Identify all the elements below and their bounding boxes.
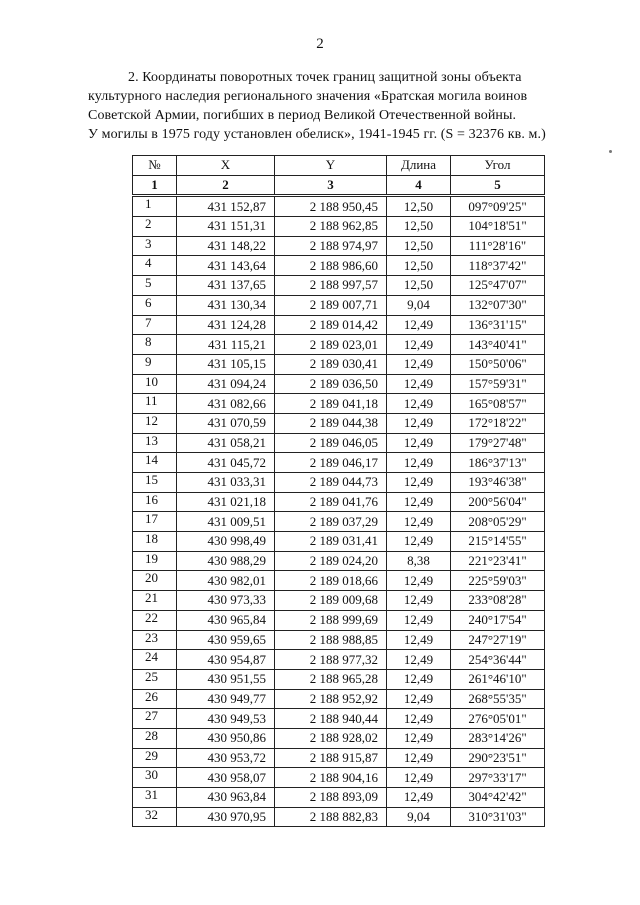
length-cell: 12,49 — [387, 728, 451, 748]
header-y: Y — [275, 156, 387, 176]
x-coordinate-cell: 431 045,72 — [177, 453, 275, 473]
y-coordinate-cell: 2 189 036,50 — [275, 374, 387, 394]
table-row — [133, 807, 545, 827]
margin-mark — [609, 150, 612, 153]
point-number-cell: 24 — [133, 650, 177, 670]
length-cell: 12,50 — [387, 256, 451, 276]
point-number-cell: 11 — [133, 394, 177, 414]
table-row — [133, 512, 545, 532]
y-coordinate-cell: 2 189 030,41 — [275, 354, 387, 374]
column-number: 5 — [451, 175, 545, 196]
length-cell: 12,50 — [387, 276, 451, 296]
table-row — [133, 354, 545, 374]
y-coordinate-cell: 2 188 962,85 — [275, 217, 387, 237]
point-number-cell: 16 — [133, 492, 177, 512]
table-row — [133, 630, 545, 650]
x-coordinate-cell: 430 988,29 — [177, 551, 275, 571]
table-row — [133, 217, 545, 237]
column-number: 3 — [275, 175, 387, 196]
angle-cell: 290°23'51" — [451, 748, 545, 768]
table-row — [133, 236, 545, 256]
angle-cell: 186°37'13" — [451, 453, 545, 473]
length-cell: 12,49 — [387, 492, 451, 512]
length-cell: 9,04 — [387, 295, 451, 315]
length-cell: 12,49 — [387, 315, 451, 335]
length-cell: 12,49 — [387, 610, 451, 630]
length-cell: 12,49 — [387, 433, 451, 453]
x-coordinate-cell: 431 058,21 — [177, 433, 275, 453]
x-coordinate-cell: 431 105,15 — [177, 354, 275, 374]
angle-cell: 268°55'35" — [451, 689, 545, 709]
header-number: № — [133, 156, 177, 176]
table-column-numbers-row — [133, 175, 545, 196]
point-number-cell: 25 — [133, 669, 177, 689]
angle-cell: 221°23'41" — [451, 551, 545, 571]
y-coordinate-cell: 2 189 041,76 — [275, 492, 387, 512]
x-coordinate-cell: 431 094,24 — [177, 374, 275, 394]
angle-cell: 310°31'03" — [451, 807, 545, 827]
x-coordinate-cell: 431 033,31 — [177, 473, 275, 493]
table-row — [133, 532, 545, 552]
length-cell: 12,49 — [387, 335, 451, 355]
table-row — [133, 768, 545, 788]
table-row — [133, 610, 545, 630]
x-coordinate-cell: 430 953,72 — [177, 748, 275, 768]
table-row — [133, 492, 545, 512]
length-cell: 12,49 — [387, 532, 451, 552]
y-coordinate-cell: 2 188 928,02 — [275, 728, 387, 748]
angle-cell: 240°17'54" — [451, 610, 545, 630]
point-number-cell: 22 — [133, 610, 177, 630]
y-coordinate-cell: 2 188 952,92 — [275, 689, 387, 709]
y-coordinate-cell: 2 188 915,87 — [275, 748, 387, 768]
table-row — [133, 335, 545, 355]
table-row — [133, 788, 545, 808]
x-coordinate-cell: 430 970,95 — [177, 807, 275, 827]
x-coordinate-cell: 431 152,87 — [177, 196, 275, 217]
column-number: 2 — [177, 175, 275, 196]
y-coordinate-cell: 2 189 044,38 — [275, 413, 387, 433]
x-coordinate-cell: 430 951,55 — [177, 669, 275, 689]
y-coordinate-cell: 2 188 977,32 — [275, 650, 387, 670]
column-number: 1 — [133, 175, 177, 196]
x-coordinate-cell: 431 143,64 — [177, 256, 275, 276]
angle-cell: 225°59'03" — [451, 571, 545, 591]
table-row — [133, 453, 545, 473]
angle-cell: 200°56'04" — [451, 492, 545, 512]
header-angle: Угол — [451, 156, 545, 176]
length-cell: 12,49 — [387, 591, 451, 611]
length-cell: 9,04 — [387, 807, 451, 827]
header-length: Длина — [387, 156, 451, 176]
length-cell: 12,49 — [387, 453, 451, 473]
table-row — [133, 276, 545, 296]
angle-cell: 157°59'31" — [451, 374, 545, 394]
heading-line: Советской Армии, погибших в период Великой Отечественной войны. — [88, 108, 517, 123]
y-coordinate-cell: 2 189 046,17 — [275, 453, 387, 473]
angle-cell: 118°37'42" — [451, 256, 545, 276]
x-coordinate-cell: 431 115,21 — [177, 335, 275, 355]
table-row — [133, 295, 545, 315]
y-coordinate-cell: 2 189 018,66 — [275, 571, 387, 591]
coordinates-table — [132, 155, 545, 827]
point-number-cell: 6 — [133, 295, 177, 315]
angle-cell: 172°18'22" — [451, 413, 545, 433]
angle-cell: 208°05'29" — [451, 512, 545, 532]
table-row — [133, 571, 545, 591]
x-coordinate-cell: 431 070,59 — [177, 413, 275, 433]
length-cell: 12,50 — [387, 236, 451, 256]
angle-cell: 297°33'17" — [451, 768, 545, 788]
y-coordinate-cell: 2 189 044,73 — [275, 473, 387, 493]
table-row — [133, 591, 545, 611]
angle-cell: 247°27'19" — [451, 630, 545, 650]
point-number-cell: 8 — [133, 335, 177, 355]
point-number-cell: 20 — [133, 571, 177, 591]
length-cell: 12,49 — [387, 768, 451, 788]
length-cell: 12,49 — [387, 571, 451, 591]
section-heading — [88, 68, 592, 144]
table-body — [133, 196, 545, 827]
length-cell: 12,49 — [387, 788, 451, 808]
x-coordinate-cell: 431 082,66 — [177, 394, 275, 414]
y-coordinate-cell: 2 189 046,05 — [275, 433, 387, 453]
table-row — [133, 413, 545, 433]
table-row — [133, 748, 545, 768]
point-number-cell: 5 — [133, 276, 177, 296]
length-cell: 12,49 — [387, 473, 451, 493]
angle-cell: 261°46'10" — [451, 669, 545, 689]
table-row — [133, 709, 545, 729]
point-number-cell: 23 — [133, 630, 177, 650]
y-coordinate-cell: 2 189 009,68 — [275, 591, 387, 611]
x-coordinate-cell: 430 950,86 — [177, 728, 275, 748]
y-coordinate-cell: 2 188 940,44 — [275, 709, 387, 729]
y-coordinate-cell: 2 189 031,41 — [275, 532, 387, 552]
table-row — [133, 433, 545, 453]
x-coordinate-cell: 430 949,77 — [177, 689, 275, 709]
table-row — [133, 256, 545, 276]
length-cell: 12,49 — [387, 650, 451, 670]
point-number-cell: 13 — [133, 433, 177, 453]
table-header-row — [133, 156, 545, 176]
point-number-cell: 15 — [133, 473, 177, 493]
length-cell: 12,49 — [387, 748, 451, 768]
heading-line: У могилы в 1975 году установлен обелиск», 1941-1945 гг. (S = 32376 кв. м.) — [88, 127, 546, 142]
point-number-cell: 2 — [133, 217, 177, 237]
y-coordinate-cell: 2 188 999,69 — [275, 610, 387, 630]
table-row — [133, 728, 545, 748]
x-coordinate-cell: 430 998,49 — [177, 532, 275, 552]
angle-cell: 233°08'28" — [451, 591, 545, 611]
angle-cell: 143°40'41" — [451, 335, 545, 355]
point-number-cell: 28 — [133, 728, 177, 748]
table-row — [133, 315, 545, 335]
angle-cell: 193°46'38" — [451, 473, 545, 493]
point-number-cell: 26 — [133, 689, 177, 709]
length-cell: 12,49 — [387, 354, 451, 374]
x-coordinate-cell: 430 958,07 — [177, 768, 275, 788]
point-number-cell: 30 — [133, 768, 177, 788]
x-coordinate-cell: 431 021,18 — [177, 492, 275, 512]
angle-cell: 215°14'55" — [451, 532, 545, 552]
y-coordinate-cell: 2 189 041,18 — [275, 394, 387, 414]
header-x: X — [177, 156, 275, 176]
length-cell: 12,49 — [387, 709, 451, 729]
y-coordinate-cell: 2 189 037,29 — [275, 512, 387, 532]
point-number-cell: 18 — [133, 532, 177, 552]
angle-cell: 097°09'25" — [451, 196, 545, 217]
point-number-cell: 27 — [133, 709, 177, 729]
angle-cell: 136°31'15" — [451, 315, 545, 335]
table-row — [133, 689, 545, 709]
angle-cell: 150°50'06" — [451, 354, 545, 374]
length-cell: 8,38 — [387, 551, 451, 571]
point-number-cell: 4 — [133, 256, 177, 276]
x-coordinate-cell: 431 151,31 — [177, 217, 275, 237]
table-row — [133, 196, 545, 217]
x-coordinate-cell: 430 949,53 — [177, 709, 275, 729]
angle-cell: 104°18'51" — [451, 217, 545, 237]
x-coordinate-cell: 430 954,87 — [177, 650, 275, 670]
length-cell: 12,49 — [387, 689, 451, 709]
x-coordinate-cell: 430 973,33 — [177, 591, 275, 611]
x-coordinate-cell: 430 965,84 — [177, 610, 275, 630]
point-number-cell: 32 — [133, 807, 177, 827]
table-row — [133, 394, 545, 414]
point-number-cell: 17 — [133, 512, 177, 532]
table-row — [133, 473, 545, 493]
y-coordinate-cell: 2 189 023,01 — [275, 335, 387, 355]
length-cell: 12,49 — [387, 394, 451, 414]
length-cell: 12,50 — [387, 196, 451, 217]
length-cell: 12,49 — [387, 630, 451, 650]
length-cell: 12,50 — [387, 217, 451, 237]
point-number-cell: 31 — [133, 788, 177, 808]
length-cell: 12,49 — [387, 413, 451, 433]
point-number-cell: 1 — [133, 196, 177, 217]
x-coordinate-cell: 431 137,65 — [177, 276, 275, 296]
point-number-cell: 14 — [133, 453, 177, 473]
y-coordinate-cell: 2 188 950,45 — [275, 196, 387, 217]
x-coordinate-cell: 431 009,51 — [177, 512, 275, 532]
table-row — [133, 669, 545, 689]
heading-line: 2. Координаты поворотных точек границ защитной зоны объекта — [128, 70, 522, 85]
angle-cell: 283°14'26" — [451, 728, 545, 748]
length-cell: 12,49 — [387, 669, 451, 689]
y-coordinate-cell: 2 189 024,20 — [275, 551, 387, 571]
x-coordinate-cell: 431 148,22 — [177, 236, 275, 256]
y-coordinate-cell: 2 189 014,42 — [275, 315, 387, 335]
point-number-cell: 3 — [133, 236, 177, 256]
x-coordinate-cell: 430 982,01 — [177, 571, 275, 591]
point-number-cell: 10 — [133, 374, 177, 394]
x-coordinate-cell: 431 130,34 — [177, 295, 275, 315]
table-row — [133, 374, 545, 394]
angle-cell: 276°05'01" — [451, 709, 545, 729]
y-coordinate-cell: 2 188 997,57 — [275, 276, 387, 296]
column-number: 4 — [387, 175, 451, 196]
point-number-cell: 7 — [133, 315, 177, 335]
y-coordinate-cell: 2 188 904,16 — [275, 768, 387, 788]
point-number-cell: 29 — [133, 748, 177, 768]
length-cell: 12,49 — [387, 512, 451, 532]
point-number-cell: 9 — [133, 354, 177, 374]
y-coordinate-cell: 2 188 988,85 — [275, 630, 387, 650]
heading-line: культурного наследия регионального значения «Братская могила воинов — [88, 89, 528, 104]
page-number: 2 — [316, 36, 324, 52]
x-coordinate-cell: 431 124,28 — [177, 315, 275, 335]
y-coordinate-cell: 2 188 893,09 — [275, 788, 387, 808]
y-coordinate-cell: 2 188 882,83 — [275, 807, 387, 827]
angle-cell: 179°27'48" — [451, 433, 545, 453]
angle-cell: 254°36'44" — [451, 650, 545, 670]
table-row — [133, 551, 545, 571]
x-coordinate-cell: 430 959,65 — [177, 630, 275, 650]
angle-cell: 165°08'57" — [451, 394, 545, 414]
point-number-cell: 12 — [133, 413, 177, 433]
y-coordinate-cell: 2 188 986,60 — [275, 256, 387, 276]
x-coordinate-cell: 430 963,84 — [177, 788, 275, 808]
length-cell: 12,49 — [387, 374, 451, 394]
y-coordinate-cell: 2 188 974,97 — [275, 236, 387, 256]
y-coordinate-cell: 2 189 007,71 — [275, 295, 387, 315]
angle-cell: 111°28'16" — [451, 236, 545, 256]
angle-cell: 132°07'30" — [451, 295, 545, 315]
angle-cell: 125°47'07" — [451, 276, 545, 296]
point-number-cell: 21 — [133, 591, 177, 611]
y-coordinate-cell: 2 188 965,28 — [275, 669, 387, 689]
angle-cell: 304°42'42" — [451, 788, 545, 808]
point-number-cell: 19 — [133, 551, 177, 571]
table-row — [133, 650, 545, 670]
